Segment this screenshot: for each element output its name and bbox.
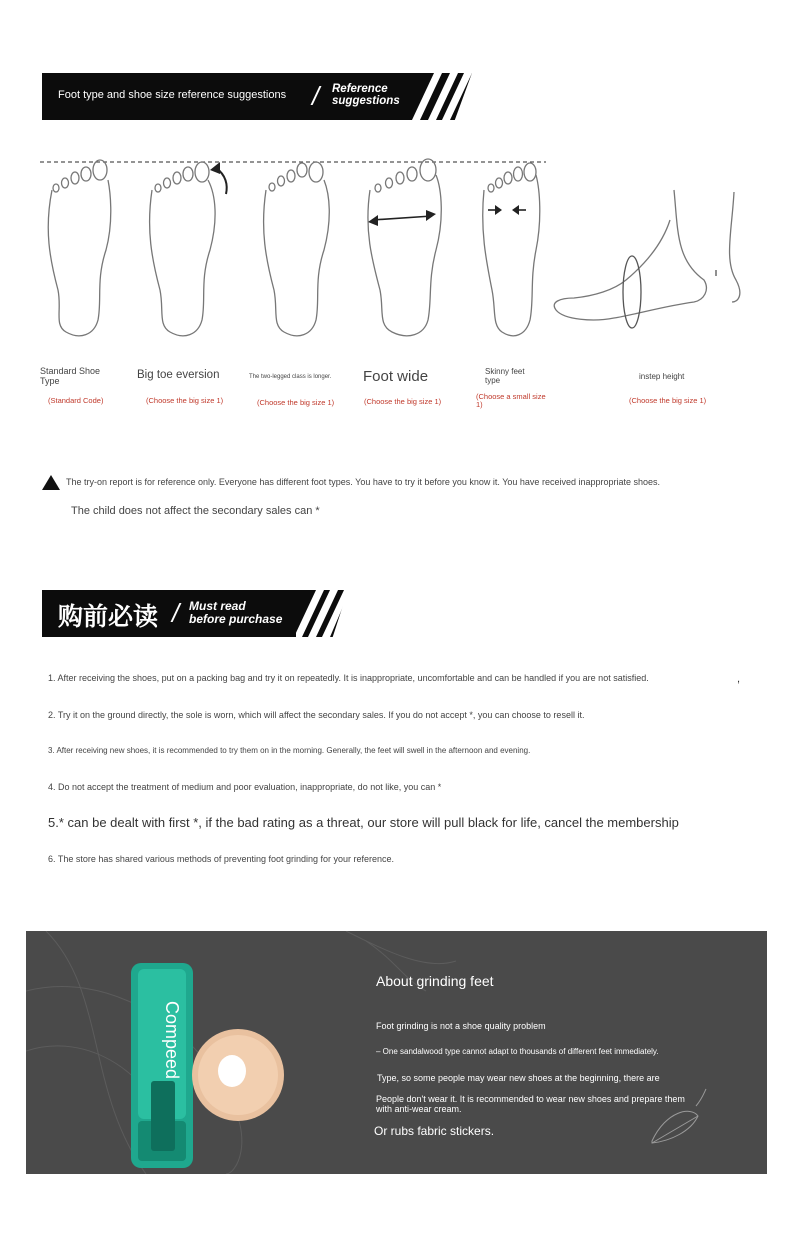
rule-3: 3. After receiving new shoes, it is recommended to try them on in the morning. Generally, the feet will swell in the afternoon and evening. [48, 746, 531, 755]
skinny-foot-icon [483, 163, 540, 336]
foot-sub-skinny: (Choose a small size 1) [476, 392, 546, 409]
warning-note: The child does not affect the secondary sales can * [71, 505, 320, 517]
foot-sub-long-toe: (Choose the big size 1) [257, 398, 335, 407]
foot-label-instep: instep height [639, 372, 685, 381]
must-read-title-en: Must read before purchase [189, 599, 283, 626]
standard-foot-icon [48, 160, 111, 336]
panel-title: About grinding feet [376, 973, 494, 989]
rule-5: 5.* can be dealt with first *, if the bad rating as a threat, our store will pull black for life, cancel the membership [48, 815, 679, 830]
must-read-title-cn: 购前必读 [58, 602, 159, 631]
foot-sub-instep: (Choose the big size 1) [629, 396, 707, 405]
foot-sub-big-toe: (Choose the big size 1) [146, 396, 224, 405]
size-guide-subtitle: Reference suggestions [332, 83, 400, 107]
rule-6: 6. The store has shared various methods of preventing foot grinding for your reference. [48, 854, 395, 864]
long-second-toe-foot-icon [264, 162, 330, 336]
foot-label-standard: Standard Shoe Type [40, 366, 101, 386]
rule-comma: , [737, 673, 741, 685]
foot-label-wide: Foot wide [363, 368, 429, 385]
foot-type-illustrations [36, 150, 756, 350]
banner-stripes-icon [296, 590, 350, 637]
panel-line-5: Or rubs fabric stickers. [374, 1124, 495, 1138]
wide-foot-icon [368, 159, 441, 336]
foot-sub-wide: (Choose the big size 1) [364, 397, 442, 406]
warning-triangle-icon [42, 475, 60, 490]
panel-line-4: People don't wear it. It is recommended to wear new shoes and prepare them with anti-wear cream. [376, 1094, 685, 1114]
compeed-brand-label: Compeed [162, 1001, 182, 1080]
foot-label-long-toe: The two-legged class is longer. [249, 374, 332, 380]
panel-line-2: – One sandalwood type cannot adapt to thousands of different feet immediately. [376, 1047, 659, 1056]
banner-stripes-icon [412, 73, 472, 120]
rule-1: 1. After receiving the shoes, put on a packing bag and try it on repeatedly. It is inappropriate, uncomfortable and can be handled if you are not satisfied. [48, 673, 649, 683]
panel-line-1: Foot grinding is not a shoe quality problem [376, 1021, 546, 1031]
foot-label-skinny: Skinny feet type [485, 367, 525, 385]
big-toe-eversion-foot-icon [150, 162, 227, 336]
rule-2: 2. Try it on the ground directly, the sole is worn, which will affect the secondary sales. If you do not accept *, you can choose to resell it. [48, 710, 585, 720]
banner-slash: / [312, 81, 320, 111]
foot-label-big-toe: Big toe eversion [137, 369, 220, 381]
size-guide-title: Foot type and shoe size reference suggestions [58, 89, 287, 101]
warning-text: The try-on report is for reference only. Everyone has different foot types. You have to try it before you know it. You have received inappropriate shoes. [66, 477, 661, 487]
instep-foot-icon [554, 190, 740, 328]
banner-slash: / [172, 598, 180, 628]
anti-wear-tape-icon [188, 1025, 288, 1125]
foot-sub-standard: (Standard Code) [48, 396, 104, 405]
rule-4: 4. Do not accept the treatment of medium and poor evaluation, inappropriate, do not like, you can * [48, 782, 442, 792]
panel-line-3: Type, so some people may wear new shoes at the beginning, there are [377, 1073, 660, 1083]
